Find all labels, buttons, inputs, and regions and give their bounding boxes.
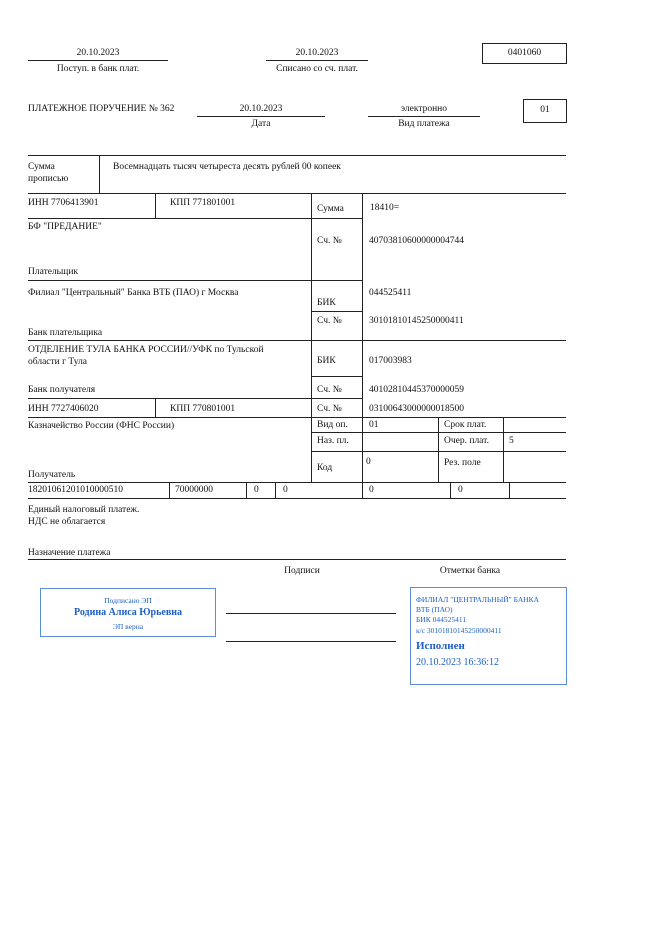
reserve-label: Рез. поле bbox=[444, 458, 481, 468]
status-box bbox=[523, 99, 567, 123]
code-value: 0 bbox=[366, 457, 371, 467]
received-date-line bbox=[28, 60, 168, 61]
payer-bank-bik-line bbox=[311, 311, 363, 312]
order-date-label: Дата bbox=[251, 119, 271, 129]
payee-bank-label: Банк получателя bbox=[28, 385, 96, 395]
purpose-label: Назначение платежа bbox=[28, 548, 111, 558]
payee-inn-kpp-divider bbox=[155, 398, 156, 418]
order-title: ПЛАТЕЖНОЕ ПОРУЧЕНИЕ № 362 bbox=[28, 104, 175, 114]
op-type-label: Вид оп. bbox=[317, 420, 348, 430]
payer-bank-account-label: Сч. № bbox=[317, 316, 342, 326]
received-date: 20.10.2023 bbox=[76, 48, 120, 58]
right-value-divider bbox=[362, 218, 363, 418]
debited-date-line bbox=[266, 60, 368, 61]
queue-value: 5 bbox=[509, 436, 514, 446]
op-type-bottom-line bbox=[311, 432, 566, 433]
payee-account: 03100643000000018500 bbox=[369, 404, 464, 414]
main-vertical-divider bbox=[311, 193, 312, 418]
payer-kpp: КПП 771801001 bbox=[170, 198, 236, 208]
payer-bank-label: Банк плательщика bbox=[28, 328, 103, 338]
signature-line-1 bbox=[226, 613, 396, 614]
table-top-line bbox=[28, 155, 566, 156]
ep-signed-text: Подписано ЭП bbox=[104, 596, 152, 605]
budget-divider-2 bbox=[246, 482, 247, 498]
budget-kbk: 18201061201010000510 bbox=[28, 485, 123, 495]
payer-bottom-line bbox=[28, 280, 363, 281]
form-code: 0401060 bbox=[507, 48, 542, 58]
stamp-bik: БИК 044525411 bbox=[416, 615, 467, 624]
budget-field-5: 0 bbox=[369, 485, 374, 495]
order-date-line bbox=[197, 116, 325, 117]
payer-inn-kpp-divider bbox=[155, 193, 156, 218]
payee-account-label: Сч. № bbox=[317, 404, 342, 414]
budget-field-3: 0 bbox=[254, 485, 259, 495]
stamp-status: Исполнен bbox=[416, 640, 465, 652]
stamp-ks: к/с 30101810145250000411 bbox=[416, 626, 502, 635]
amount-words-label: Сумма прописью bbox=[28, 162, 69, 184]
purpose-code-bottom-line bbox=[311, 451, 566, 452]
payer-inn: ИНН 7706413901 bbox=[28, 198, 99, 208]
signature-line-2 bbox=[226, 641, 396, 642]
budget-divider-4 bbox=[362, 482, 363, 498]
ep-signature-stamp bbox=[40, 588, 216, 637]
stamp-datetime: 20.10.2023 16:36:12 bbox=[416, 657, 500, 668]
bank-marks-label: Отметки банка bbox=[439, 566, 501, 576]
budget-divider-3 bbox=[275, 482, 276, 498]
sum-label: Сумма bbox=[317, 204, 344, 214]
debited-label: Списано со сч. плат. bbox=[276, 64, 358, 74]
payer-label: Плательщик bbox=[28, 267, 79, 277]
stamp-bank-name: ФИЛИАЛ "ЦЕНТРАЛЬНЫЙ" БАНКА ВТБ (ПАО) bbox=[416, 595, 540, 614]
signatures-label: Подписи bbox=[284, 566, 320, 576]
payer-bank-name: Филиал "Центральный" Банка ВТБ (ПАО) г Москва bbox=[28, 288, 239, 298]
payer-inn-bottom-line bbox=[28, 218, 312, 219]
queue-label: Очер. плат. bbox=[444, 436, 489, 446]
payee-term-value-divider bbox=[503, 417, 504, 482]
payee-bank-account: 40102810445370000059 bbox=[369, 385, 464, 395]
form-code-box bbox=[482, 43, 567, 64]
purpose-bottom-line bbox=[28, 559, 566, 560]
amount-words-divider bbox=[99, 155, 100, 193]
payee-bank-account-label: Сч. № bbox=[317, 385, 342, 395]
purpose-text: Единый налоговый платеж. НДС не облагается bbox=[28, 505, 140, 527]
budget-divider-5 bbox=[450, 482, 451, 498]
payee-code-divider bbox=[311, 417, 312, 482]
payee-bank-bik-line bbox=[311, 376, 363, 377]
signer-name: Родина Алиса Юрьевна bbox=[73, 607, 183, 618]
budget-field-6: 0 bbox=[458, 485, 463, 495]
bank-execution-stamp bbox=[410, 587, 567, 685]
amount-words-value: Восемнадцать тысяч четыреста десять рублей 00 копеек bbox=[113, 162, 341, 172]
payee-bank-bik: 017003983 bbox=[369, 356, 412, 366]
payee-inn: ИНН 7727406020 bbox=[28, 404, 99, 414]
payer-bank-bik-label: БИК bbox=[317, 298, 336, 308]
payee-bank-name: ОТДЕЛЕНИЕ ТУЛА БАНКА РОССИИ//УФК по Тульской области г Тула bbox=[28, 345, 264, 367]
payer-account: 40703810600000004744 bbox=[369, 236, 464, 246]
budget-bottom-line bbox=[28, 498, 566, 499]
received-label: Поступ. в банк плат. bbox=[56, 64, 140, 74]
payee-bank-bik-label: БИК bbox=[317, 356, 336, 366]
payee-bottom-line bbox=[28, 482, 566, 483]
payee-label: Получатель bbox=[28, 470, 76, 480]
payee-code-value-divider bbox=[362, 417, 363, 482]
payee-name: Казначейство России (ФНС России) bbox=[28, 421, 175, 431]
code-label: Код bbox=[317, 463, 333, 473]
payer-bank-bottom-line bbox=[28, 340, 566, 341]
purpose-code-label: Наз. пл. bbox=[317, 436, 349, 446]
amount-words-bottom-line bbox=[28, 193, 566, 194]
payee-term-divider bbox=[438, 417, 439, 482]
sum-bottom-line bbox=[311, 218, 363, 219]
payee-inn-bottom-line bbox=[28, 417, 566, 418]
payee-kpp: КПП 770801001 bbox=[170, 404, 236, 414]
payer-bank-account: 30101810145250000411 bbox=[369, 316, 464, 326]
payment-type: электронно bbox=[400, 104, 448, 114]
payer-account-label: Сч. № bbox=[317, 236, 342, 246]
payee-bank-bottom-line bbox=[28, 398, 363, 399]
debited-date: 20.10.2023 bbox=[295, 48, 339, 58]
budget-divider-6 bbox=[509, 482, 510, 498]
order-date: 20.10.2023 bbox=[239, 104, 283, 114]
payment-type-label: Вид платежа bbox=[398, 119, 450, 129]
ep-valid-text: ЭП верна bbox=[112, 622, 144, 631]
payer-bank-bik: 044525411 bbox=[369, 288, 412, 298]
sum-label-divider bbox=[362, 193, 363, 218]
budget-oktmo: 70000000 bbox=[175, 485, 213, 495]
status-code: 01 bbox=[540, 105, 550, 115]
term-label: Срок плат. bbox=[444, 420, 487, 430]
budget-field-4: 0 bbox=[283, 485, 288, 495]
payment-type-line bbox=[368, 116, 480, 117]
budget-divider-1 bbox=[169, 482, 170, 498]
sum-value: 18410= bbox=[370, 203, 400, 213]
payer-name: БФ "ПРЕДАНИЕ" bbox=[28, 222, 102, 232]
op-type-value: 01 bbox=[369, 420, 379, 430]
